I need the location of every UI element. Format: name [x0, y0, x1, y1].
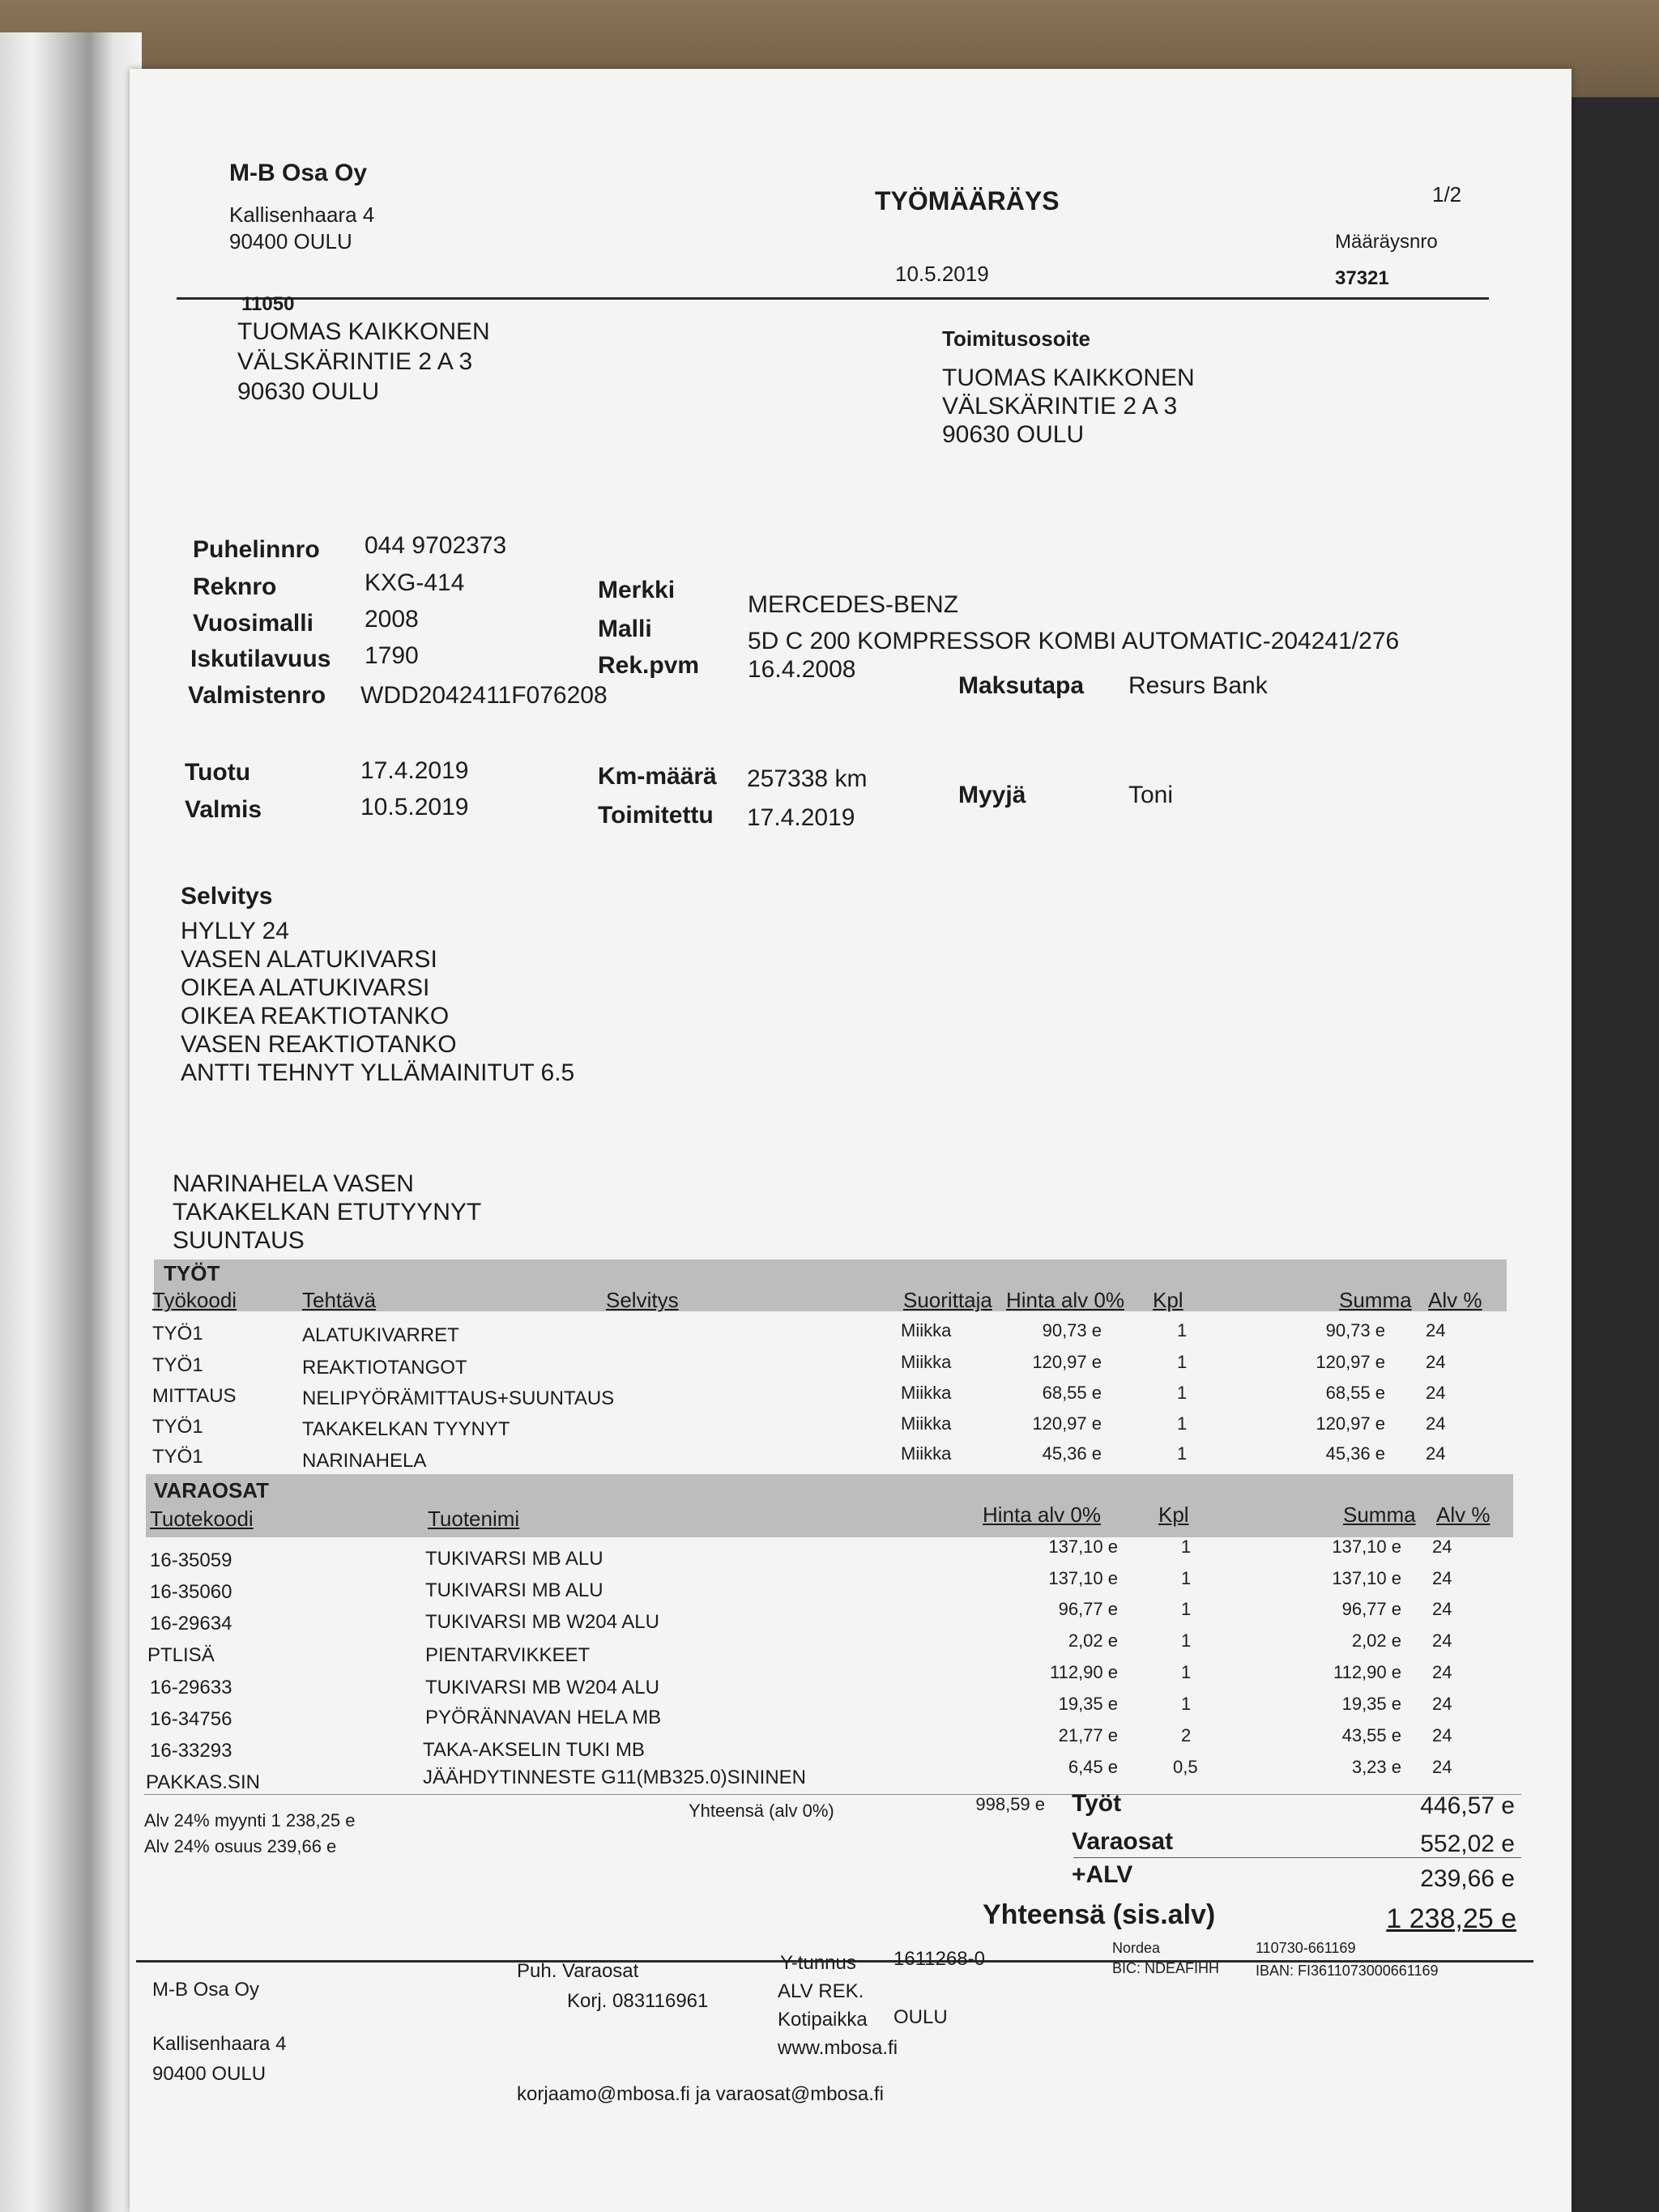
part-vat: 24: [1432, 1630, 1452, 1651]
part-qty: 1: [1181, 1599, 1192, 1619]
work-vat: 24: [1426, 1443, 1446, 1464]
work-by: Miikka: [901, 1352, 952, 1372]
delivered-value: 17.4.2019: [747, 804, 855, 831]
work-by: Miikka: [901, 1413, 952, 1434]
part-vat: 24: [1432, 1568, 1452, 1588]
work-col-price: Hinta alv 0%: [1006, 1288, 1124, 1312]
part-code: PTLISÄ: [147, 1644, 215, 1666]
part-name: PYÖRÄNNAVAN HELA MB: [425, 1707, 662, 1728]
notes-line: OIKEA ALATUKIVARSI: [181, 974, 430, 1001]
phone-value: 044 9702373: [365, 532, 507, 559]
make-label: Merkki: [598, 577, 676, 603]
vat-sales: Alv 24% myynti 1 238,25 e: [144, 1810, 356, 1831]
reg-label: Reknro: [193, 573, 277, 600]
part-code: PAKKAS.SIN: [146, 1771, 260, 1793]
part-vat: 24: [1432, 1694, 1452, 1714]
ready-date-label: Valmis: [185, 796, 262, 823]
work-by: Miikka: [901, 1320, 952, 1340]
km-value: 257338 km: [747, 765, 868, 792]
notes-line: NARINAHELA VASEN: [173, 1170, 414, 1197]
footer-bank-account: 110730-661169: [1256, 1940, 1356, 1956]
parts-section-title: VARAOSAT: [154, 1478, 270, 1502]
work-price: 90,73 e: [1042, 1320, 1102, 1340]
work-qty: 1: [1177, 1383, 1188, 1403]
header-divider: [177, 297, 1489, 300]
delivery-name: TUOMAS KAIKKONEN: [942, 364, 1195, 391]
work-price: 45,36 e: [1042, 1443, 1102, 1464]
displacement-label: Iskutilavuus: [190, 646, 331, 672]
work-total-label: Työt: [1072, 1790, 1122, 1817]
work-sum: 90,73 e: [1325, 1320, 1385, 1340]
footer-alv: ALV REK.: [778, 1980, 864, 2002]
part-vat: 24: [1432, 1757, 1452, 1777]
work-vat: 24: [1426, 1320, 1446, 1340]
part-price: 6,45 e: [1068, 1757, 1118, 1777]
footer-bank: Nordea: [1112, 1940, 1161, 1956]
company-street: Kallisenhaara 4: [229, 202, 375, 227]
page-number: 1/2: [1432, 182, 1462, 207]
part-price: 19,35 e: [1058, 1694, 1118, 1714]
work-vat: 24: [1426, 1352, 1446, 1372]
notes-line: TAKAKELKAN ETUTYYNYT: [173, 1199, 482, 1225]
year-label: Vuosimalli: [193, 610, 313, 637]
work-code: MITTAUS: [152, 1385, 237, 1407]
net-total-label: Yhteensä (alv 0%): [689, 1801, 834, 1821]
footer-ytunnus-label: Y-tunnus: [780, 1952, 856, 1974]
vat-total-value: 239,66 e: [1420, 1865, 1515, 1892]
part-code: 16-34756: [150, 1708, 232, 1730]
footer-bic: BIC: NDEAFIHH: [1112, 1960, 1220, 1976]
delivery-label: Toimitusosoite: [942, 326, 1090, 351]
part-sum: 137,10 e: [1332, 1568, 1401, 1588]
part-code: 16-29633: [150, 1677, 232, 1698]
work-col-task: Tehtävä: [302, 1288, 377, 1312]
in-date-label: Tuotu: [185, 759, 251, 786]
part-name: TUKIVARSI MB ALU: [425, 1579, 603, 1601]
footer-company: M-B Osa Oy: [152, 1979, 260, 2001]
delivery-city: 90630 OULU: [942, 421, 1085, 448]
work-price: 120,97 e: [1032, 1352, 1102, 1372]
parts-col-vat: Alv %: [1436, 1502, 1491, 1527]
part-qty: 0,5: [1173, 1757, 1198, 1777]
order-number: 37321: [1335, 267, 1389, 289]
notes-line: OIKEA REAKTIOTANKO: [181, 1003, 450, 1029]
part-code: 16-35059: [150, 1549, 232, 1571]
part-name: JÄÄHDYTINNESTE G11(MB325.0)SININEN: [423, 1767, 807, 1788]
work-sum: 120,97 e: [1316, 1352, 1385, 1372]
part-code: 16-35060: [150, 1581, 232, 1603]
work-qty: 1: [1177, 1443, 1188, 1464]
grand-total-value: 1 238,25 e: [1386, 1903, 1516, 1934]
notes-label: Selvitys: [181, 883, 273, 910]
footer-kotipaikka-label: Kotipaikka: [778, 2009, 868, 2031]
in-date-value: 17.4.2019: [360, 757, 469, 784]
part-sum: 19,35 e: [1341, 1694, 1401, 1714]
parts-col-name: Tuotenimi: [428, 1507, 520, 1531]
part-price: 112,90 e: [1049, 1662, 1118, 1682]
part-sum: 112,90 e: [1333, 1662, 1401, 1682]
work-col-code: Työkoodi: [152, 1288, 237, 1312]
work-code: TYÖ1: [152, 1446, 203, 1468]
seller-label: Myyjä: [958, 782, 1026, 808]
part-vat: 24: [1432, 1599, 1452, 1619]
part-price: 2,02 e: [1068, 1630, 1118, 1651]
part-qty: 1: [1181, 1662, 1192, 1682]
vin-value: WDD2042411F076208: [360, 682, 608, 709]
km-label: Km-määrä: [598, 763, 717, 790]
work-price: 120,97 e: [1032, 1413, 1102, 1434]
work-order-document: [130, 69, 1572, 2212]
work-sum: 45,36 e: [1325, 1443, 1385, 1464]
work-by: Miikka: [901, 1443, 952, 1464]
year-value: 2008: [365, 606, 419, 633]
part-sum: 2,02 e: [1351, 1630, 1401, 1651]
parts-col-sum: Summa: [1343, 1502, 1416, 1527]
footer-ytunnus: 1611268-0: [893, 1948, 985, 1970]
work-col-qty: Kpl: [1153, 1288, 1183, 1312]
work-col-sum: Summa: [1339, 1288, 1412, 1312]
work-code: TYÖ1: [152, 1416, 203, 1438]
notes-line: HYLLY 24: [181, 918, 289, 944]
part-vat: 24: [1432, 1725, 1452, 1745]
work-vat: 24: [1426, 1413, 1446, 1434]
footer-street: Kallisenhaara 4: [152, 2033, 287, 2055]
displacement-value: 1790: [365, 642, 419, 669]
work-task: NARINAHELA: [302, 1450, 427, 1472]
model-label: Malli: [598, 616, 652, 642]
footer-phone-korj: Korj. 083116961: [567, 1990, 709, 2012]
work-task: REAKTIOTANGOT: [302, 1357, 467, 1379]
binder-edge: [0, 32, 142, 2212]
work-section-title: TYÖT: [164, 1261, 220, 1285]
regdate-value: 16.4.2008: [748, 656, 856, 683]
parts-col-price: Hinta alv 0%: [983, 1502, 1101, 1527]
regdate-label: Rek.pvm: [598, 652, 700, 679]
document-title: TYÖMÄÄRÄYS: [875, 186, 1060, 215]
work-by: Miikka: [901, 1383, 952, 1403]
payment-label: Maksutapa: [958, 672, 1085, 699]
work-price: 68,55 e: [1042, 1383, 1102, 1403]
notes-line: SUUNTAUS: [173, 1227, 305, 1254]
company-name: M-B Osa Oy: [229, 160, 368, 186]
parts-section-header-band: [146, 1474, 1513, 1537]
work-code: TYÖ1: [152, 1354, 203, 1376]
totals-separator: [1073, 1857, 1521, 1858]
payment-value: Resurs Bank: [1128, 672, 1268, 699]
parts-total-label: Varaosat: [1072, 1828, 1174, 1855]
part-price: 21,77 e: [1058, 1725, 1118, 1745]
footer-phone-label: Puh. Varaosat: [517, 1960, 639, 1982]
grand-total-label: Yhteensä (sis.alv): [983, 1899, 1216, 1930]
work-qty: 1: [1177, 1413, 1188, 1434]
part-sum: 96,77 e: [1341, 1599, 1401, 1619]
part-name: TUKIVARSI MB W204 ALU: [425, 1677, 659, 1698]
net-total-value: 998,59 e: [975, 1794, 1045, 1814]
part-vat: 24: [1432, 1662, 1452, 1682]
vat-total-label: +ALV: [1072, 1861, 1133, 1888]
vat-share: Alv 24% osuus 239,66 e: [144, 1836, 337, 1856]
make-value: MERCEDES-BENZ: [748, 591, 959, 618]
footer-email: korjaamo@mbosa.fi ja varaosat@mbosa.fi: [517, 2083, 884, 2105]
part-qty: 2: [1181, 1725, 1192, 1745]
document-date: 10.5.2019: [895, 262, 989, 286]
customer-city: 90630 OULU: [237, 378, 380, 405]
work-col-desc: Selvitys: [606, 1288, 679, 1312]
parts-col-code: Tuotekoodi: [150, 1507, 254, 1531]
work-total-value: 446,57 e: [1420, 1792, 1515, 1819]
work-vat: 24: [1426, 1383, 1446, 1403]
work-qty: 1: [1177, 1320, 1188, 1340]
reg-value: KXG-414: [365, 569, 465, 596]
work-task: ALATUKIVARRET: [302, 1324, 459, 1346]
phone-label: Puhelinnro: [193, 536, 320, 563]
customer-id: 11050: [241, 293, 295, 315]
part-code: 16-33293: [150, 1740, 232, 1762]
work-col-by: Suorittaja: [903, 1288, 992, 1312]
part-price: 137,10 e: [1048, 1568, 1118, 1588]
parts-total-value: 552,02 e: [1420, 1831, 1515, 1857]
part-code: 16-29634: [150, 1613, 232, 1634]
part-sum: 3,23 e: [1351, 1757, 1401, 1777]
notes-line: VASEN ALATUKIVARSI: [181, 946, 437, 973]
part-qty: 1: [1181, 1536, 1192, 1557]
order-number-label: Määräysnro: [1335, 231, 1438, 253]
work-code: TYÖ1: [152, 1323, 203, 1345]
delivered-label: Toimitettu: [598, 802, 714, 829]
delivery-street: VÄLSKÄRINTIE 2 A 3: [942, 393, 1178, 420]
ready-date-value: 10.5.2019: [360, 794, 469, 820]
work-task: TAKAKELKAN TYYNYT: [302, 1418, 510, 1440]
part-sum: 43,55 e: [1341, 1725, 1401, 1745]
part-name: TAKA-AKSELIN TUKI MB: [423, 1739, 645, 1761]
model-value: 5D C 200 KOMPRESSOR KOMBI AUTOMATIC-204241/276: [748, 628, 1400, 654]
footer-website: www.mbosa.fi: [778, 2037, 898, 2059]
customer-street: VÄLSKÄRINTIE 2 A 3: [237, 348, 473, 375]
work-sum: 68,55 e: [1325, 1383, 1385, 1403]
part-vat: 24: [1432, 1536, 1452, 1557]
part-name: TUKIVARSI MB W204 ALU: [425, 1611, 659, 1633]
customer-name: TUOMAS KAIKKONEN: [237, 318, 490, 345]
part-price: 137,10 e: [1048, 1536, 1118, 1557]
work-qty: 1: [1177, 1352, 1188, 1372]
seller-value: Toni: [1128, 782, 1174, 808]
part-price: 96,77 e: [1058, 1599, 1118, 1619]
part-qty: 1: [1181, 1694, 1192, 1714]
part-name: TUKIVARSI MB ALU: [425, 1548, 603, 1570]
footer-city: 90400 OULU: [152, 2063, 267, 2085]
part-qty: 1: [1181, 1630, 1192, 1651]
vin-label: Valmistenro: [188, 682, 326, 709]
footer-kotipaikka: OULU: [893, 2006, 948, 2028]
footer-iban: IBAN: FI3611073000661169: [1256, 1963, 1439, 1979]
notes-line: VASEN REAKTIOTANKO: [181, 1031, 457, 1058]
company-city: 90400 OULU: [229, 229, 352, 254]
notes-line: ANTTI TEHNYT YLLÄMAINITUT 6.5: [181, 1059, 575, 1086]
work-sum: 120,97 e: [1316, 1413, 1385, 1434]
part-sum: 137,10 e: [1332, 1536, 1401, 1557]
dark-folder-background: [1562, 97, 1659, 2212]
work-col-vat: Alv %: [1428, 1288, 1482, 1312]
parts-col-qty: Kpl: [1158, 1502, 1189, 1527]
work-task: NELIPYÖRÄMITTAUS+SUUNTAUS: [302, 1387, 615, 1409]
parts-bottom-line: [144, 1794, 1521, 1795]
part-qty: 1: [1181, 1568, 1192, 1588]
part-name: PIENTARVIKKEET: [425, 1644, 591, 1666]
